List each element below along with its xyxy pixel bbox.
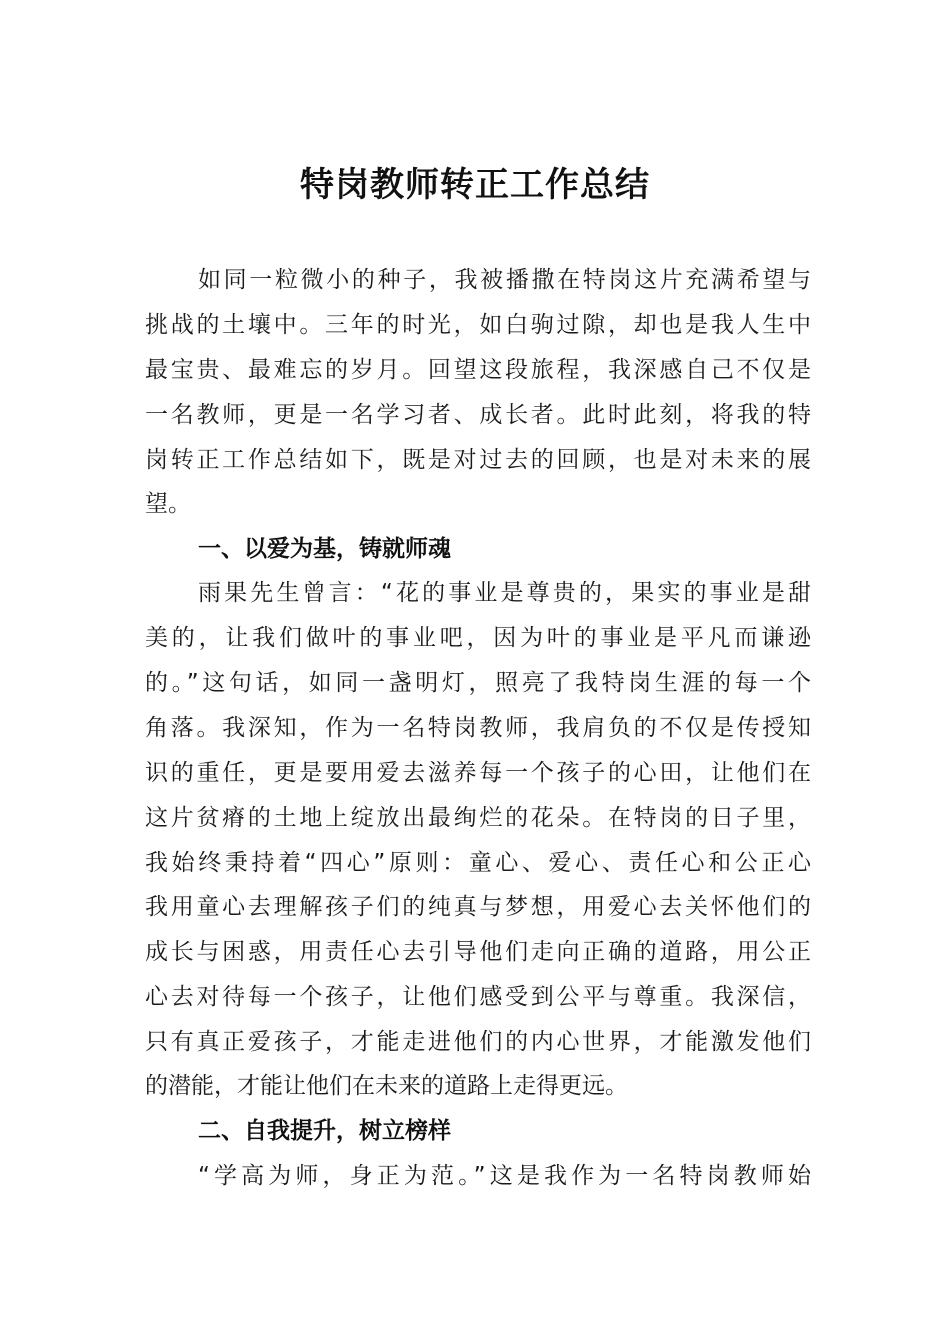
intro-line-1: 如同一粒微小的种子，我被播撒在特岗这片充满希望与 (198, 267, 811, 293)
section-1-line-9: 成长与困惑，用责任心去引导他们走向正确的道路，用公正 (145, 939, 811, 965)
section-1-heading: 一、以爱为基，铸就师魂 (198, 536, 451, 562)
intro-line-4: 一名教师，更是一名学习者、成长者。此时此刻，将我的特 (145, 402, 811, 428)
section-2-line-1: “学高为师，身正为范。”这是我作为一名特岗教师始 (198, 1163, 811, 1189)
intro-line-3: 最宝贵、最难忘的岁月。回望这段旅程，我深感自己不仅是 (145, 357, 811, 383)
intro-line-6: 望。 (145, 491, 191, 517)
section-1-line-3: 的。”这句话，如同一盏明灯，照亮了我特岗生涯的每一个 (145, 670, 811, 696)
section-1-line-10: 心去对待每一个孩子，让他们感受到公平与尊重。我深信， (145, 984, 811, 1010)
section-1-line-11: 只有真正爱孩子，才能走进他们的内心世界，才能激发他们 (145, 1029, 811, 1055)
section-1-line-5: 识的重任，更是要用爱去滋养每一个孩子的心田，让他们在 (145, 760, 811, 786)
section-2-heading: 二、自我提升，树立榜样 (198, 1118, 451, 1144)
intro-line-2: 挑战的土壤中。三年的时光，如白驹过隙，却也是我人生中 (145, 312, 811, 338)
intro-line-5: 岗转正工作总结如下，既是对过去的回顾，也是对未来的展 (145, 447, 811, 473)
section-1-line-2: 美的，让我们做叶的事业吧，因为叶的事业是平凡而谦逊 (145, 625, 811, 651)
section-1-line-4: 角落。我深知，作为一名特岗教师，我肩负的不仅是传授知 (145, 715, 811, 741)
section-1-line-1: 雨果先生曾言：“花的事业是尊贵的，果实的事业是甜 (198, 580, 811, 606)
section-1-line-7: 我始终秉持着“四心”原则：童心、爱心、责任心和公正心 (145, 850, 811, 876)
section-1-line-6: 这片贫瘠的土地上绽放出最绚烂的花朵。在特岗的日子里， (145, 805, 811, 831)
document-title: 特岗教师转正工作总结 (300, 165, 650, 205)
section-1-line-8: 我用童心去理解孩子们的纯真与梦想，用爱心去关怀他们的 (145, 894, 811, 920)
section-1-line-12: 的潜能，才能让他们在未来的道路上走得更远。 (145, 1073, 628, 1099)
